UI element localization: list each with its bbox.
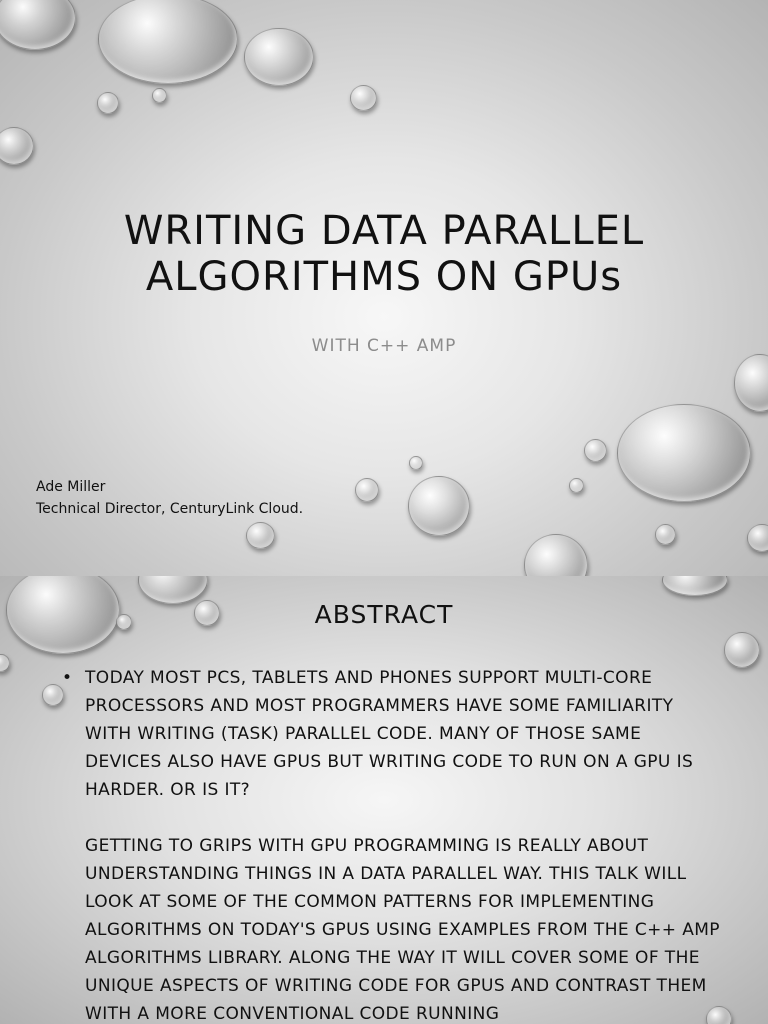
water-drop-decoration bbox=[152, 88, 167, 103]
water-drop-decoration bbox=[98, 0, 238, 84]
water-drop-decoration bbox=[584, 439, 607, 462]
water-drop-decoration bbox=[350, 85, 377, 111]
water-drop-decoration bbox=[0, 127, 34, 165]
water-drop-decoration bbox=[724, 632, 760, 668]
slide-title bbox=[0, 208, 768, 300]
water-drop-decoration bbox=[246, 522, 275, 549]
abstract-paragraph-2: GETTING TO GRIPS WITH GPU PROGRAMMING IS REALLY ABOUT UNDERSTANDING THINGS IN A DATA PARALLEL WAY. THIS TALK WILL LOOK AT SOME OF THE COMMON PATTERNS FOR IMPLEMENTING ALGORITHMS ON TODAY'S GPUS USING EXAMPLES FROM THE C++ AMP ALGORITHMS LIBRARY. ALONG THE WAY IT WILL COVER SOME OF THE UNIQUE ASPECTS OF WRITING CODE FOR GPUS AND CONTRAST THEM WITH A MORE CONVENTIONAL CODE RUNNING bbox=[85, 836, 720, 1024]
water-drop-decoration bbox=[747, 524, 768, 552]
title-line-1: WRITING DATA PARALLEL bbox=[123, 208, 645, 254]
abstract-slide bbox=[0, 576, 768, 1024]
author-name: Ade Miller bbox=[36, 479, 106, 495]
water-drop-decoration bbox=[97, 92, 119, 114]
water-drop-decoration bbox=[734, 354, 768, 412]
title-line-2: ALGORITHMS ON GPUs bbox=[145, 254, 623, 300]
abstract-paragraph-1: TODAY MOST PCS, TABLETS AND PHONES SUPPORT MULTI-CORE PROCESSORS AND MOST PROGRAMMERS HAVE SOME FAMILIARITY WITH WRITING (TASK) PARALLEL CODE. MANY OF THOSE SAME DEVICES ALSO HAVE GPUS BUT WRITING CODE TO RUN ON A GPU IS HARDER. OR IS IT? bbox=[85, 668, 694, 800]
water-drop-decoration bbox=[569, 478, 584, 493]
water-drop-decoration bbox=[0, 0, 76, 50]
author-block bbox=[36, 476, 303, 520]
abstract-heading: ABSTRACT bbox=[314, 600, 454, 629]
water-drop-decoration bbox=[409, 456, 423, 470]
bullet-marker: • bbox=[62, 668, 73, 688]
water-drop-decoration bbox=[0, 654, 10, 672]
water-drop-decoration bbox=[662, 576, 728, 596]
water-drop-decoration bbox=[524, 534, 588, 576]
abstract-bullet bbox=[62, 664, 722, 1024]
water-drop-decoration bbox=[617, 404, 751, 502]
water-drop-decoration bbox=[408, 476, 470, 536]
water-drop-decoration bbox=[355, 478, 379, 502]
water-drop-decoration bbox=[244, 28, 314, 86]
slide-subtitle: WITH C++ AMP bbox=[311, 336, 457, 356]
water-drop-decoration bbox=[655, 524, 676, 545]
author-role: Technical Director, CenturyLink Cloud. bbox=[36, 501, 304, 517]
water-drop-decoration bbox=[42, 684, 64, 706]
